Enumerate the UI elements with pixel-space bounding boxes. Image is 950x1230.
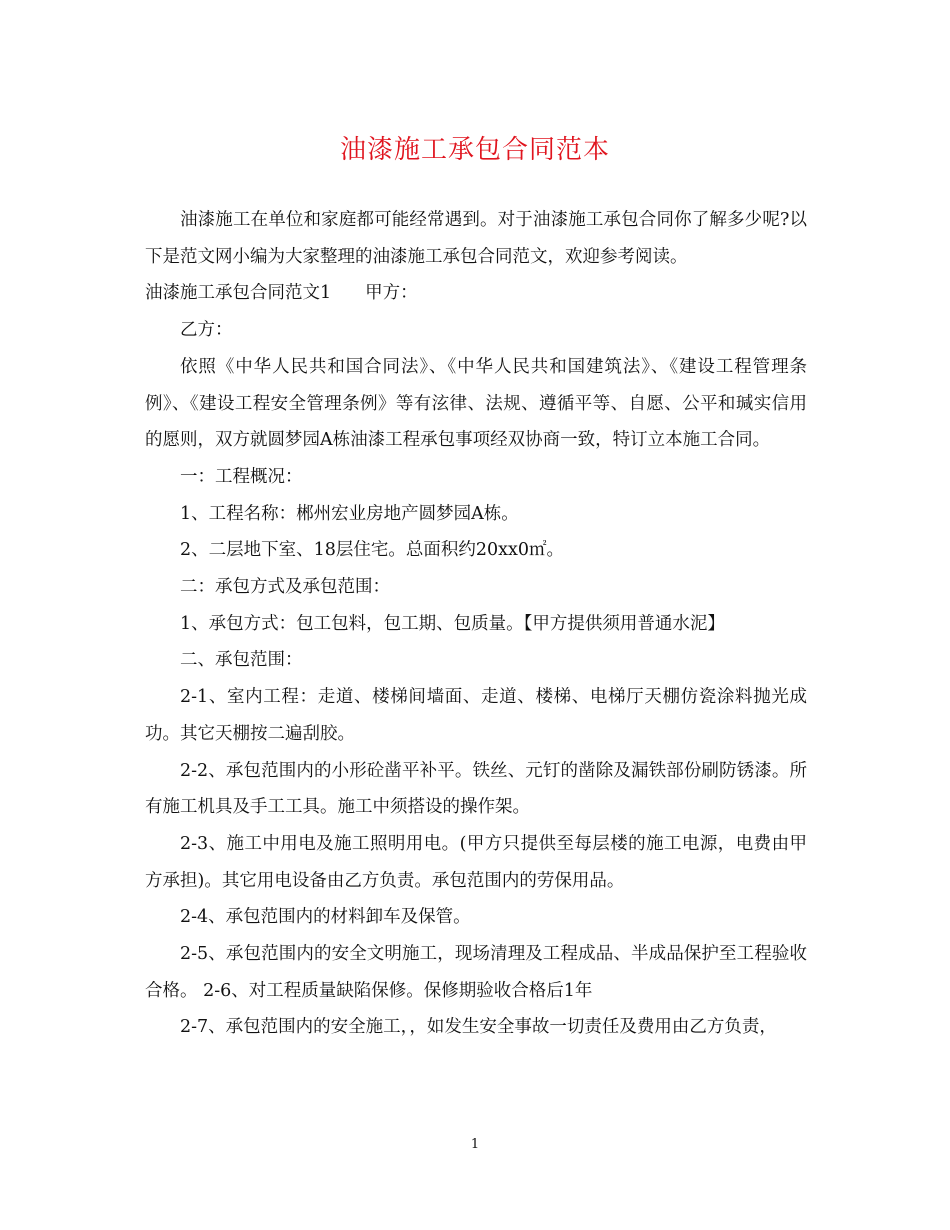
section-heading-contract-scope: 二、承包范围：: [180, 650, 303, 671]
clause-contract-method: 1、承包方式：包工包料，包工期、包质量。【甲方提供须用普通水泥】: [180, 613, 725, 634]
clause-2-2: 2-2、承包范围内的小形砼凿平补平。铁丝、元钉的凿除及漏铁部份刷防锈漆。所有施工机具及手工工具。施工中须搭设的操作架。: [145, 760, 807, 818]
legal-basis-paragraph: 依照《中华人民共和国合同法》、《中华人民共和国建筑法》、《建设工程管理条例》、《建设工程安全管理条例》等有泫律、法规、遵循平等、自愿、公平和瑊实信用的愿则，双方就圆梦园A栋油漆工程承包事项经双协商一致，特订立本施工合同。: [145, 356, 807, 451]
intro-paragraph: 油漆施工在单位和家庭都可能经常遇到。对于油漆施工承包合同你了解多少呢?以下是范文网小编为大家整理的油漆施工承包合同范文，欢迎参考阅读。: [145, 210, 807, 267]
section-heading-contract-method: 二：承包方式及承包范围：: [180, 577, 390, 598]
sample-heading-line: [145, 275, 807, 312]
sample-heading: 油漆施工承包合同范文1: [145, 283, 332, 304]
clause-2-4: 2-4、承包范围内的材料卸车及保管。: [180, 907, 471, 928]
clause-2-5: 2-5、承包范围内的安全文明施工，现场清理及工程成品、半成品保护至工程验收合格。 2-6、对工程质量缺陷保修。保修期验收合格后1年: [145, 944, 807, 1001]
clause-2-1: 2-1、室内工程：走道、楼梯间墙面、走道、楼梯、电梯厅天棚仿瓷涂料抛光成功。其它天棚按二遍刮胶。: [145, 687, 807, 744]
document-body: [145, 202, 807, 1046]
clause-2-7: 2-7、承包范围内的安全施工，，如发生安全事故一切责任及费用由乙方负责，: [180, 1017, 777, 1038]
party-a-label: 甲方：: [365, 283, 418, 304]
section-heading-overview: 一：工程概况：: [180, 466, 303, 487]
clause-2-3: 2-3、施工中用电及施工照明用电。(甲方只提供至每层楼的施工电源，电费由甲方承担)。其它用电设备由乙方负责。承包范围内的劳保用品。: [145, 833, 807, 891]
clause-project-name: 1、工程名称：郴州宏业房地产圆梦园A栋。: [180, 503, 519, 524]
document-title: 油漆施工承包合同范本: [339, 135, 610, 165]
party-b-label: 乙方：: [180, 320, 233, 341]
page-number: 1: [470, 1137, 480, 1152]
clause-project-scale: 2、二层地下室、18层住宅。总面积约20xx0㎡。: [180, 540, 565, 561]
